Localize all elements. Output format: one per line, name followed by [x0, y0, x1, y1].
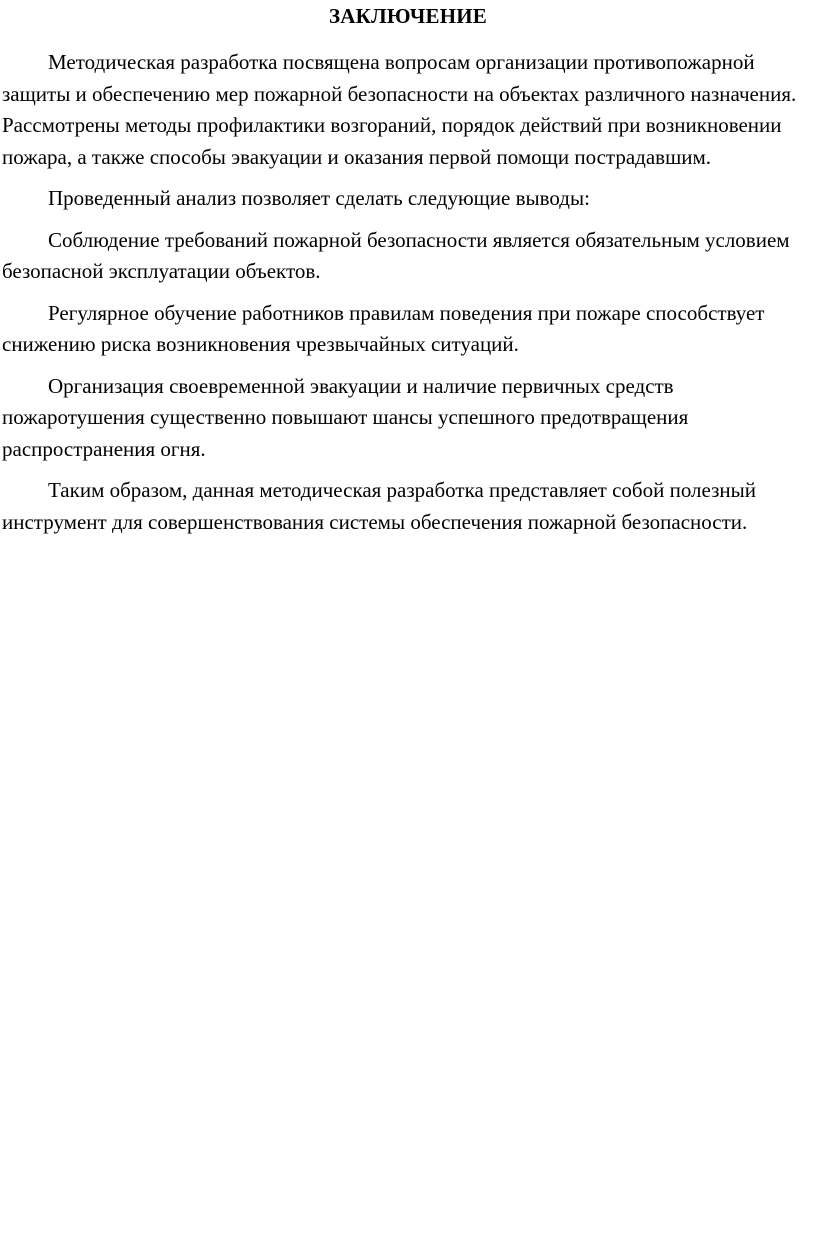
paragraph-conclusions-lead: Проведенный анализ позволяет сделать следующие выводы:	[48, 186, 590, 210]
paragraph-conclusion-3: Организация своевременной эвакуации и наличие первичных средств пожаротушения существенно повышают шансы успешного предотвращения распространения огня.	[2, 373, 689, 461]
paragraph-summary: Таким образом, данная методическая разработка представляет собой полезный инструмент для совершенствования системы обеспечения пожарной безопасности.	[2, 478, 756, 534]
paragraph-conclusion-2: Регулярное обучение работников правилам поведения при пожаре способствует снижению риска возникновения чрезвычайных ситуаций.	[2, 300, 765, 356]
paragraph-introduction: Методическая разработка посвящена вопросам организации противопожарной защиты и обеспечению мер пожарной безопасности на объектах различного назначения. Рассмотрены методы профилактики возгораний, порядок действий при возникновении пожара, а также способы эвакуации и оказания первой помощи пострадавшим.	[2, 50, 797, 169]
document-title: ЗАКЛЮЧЕНИЕ	[328, 4, 488, 28]
paragraph-conclusion-1: Соблюдение требований пожарной безопасности является обязательным условием безопасной эксплуатации объектов.	[2, 227, 790, 283]
document-body	[0, 47, 816, 538]
